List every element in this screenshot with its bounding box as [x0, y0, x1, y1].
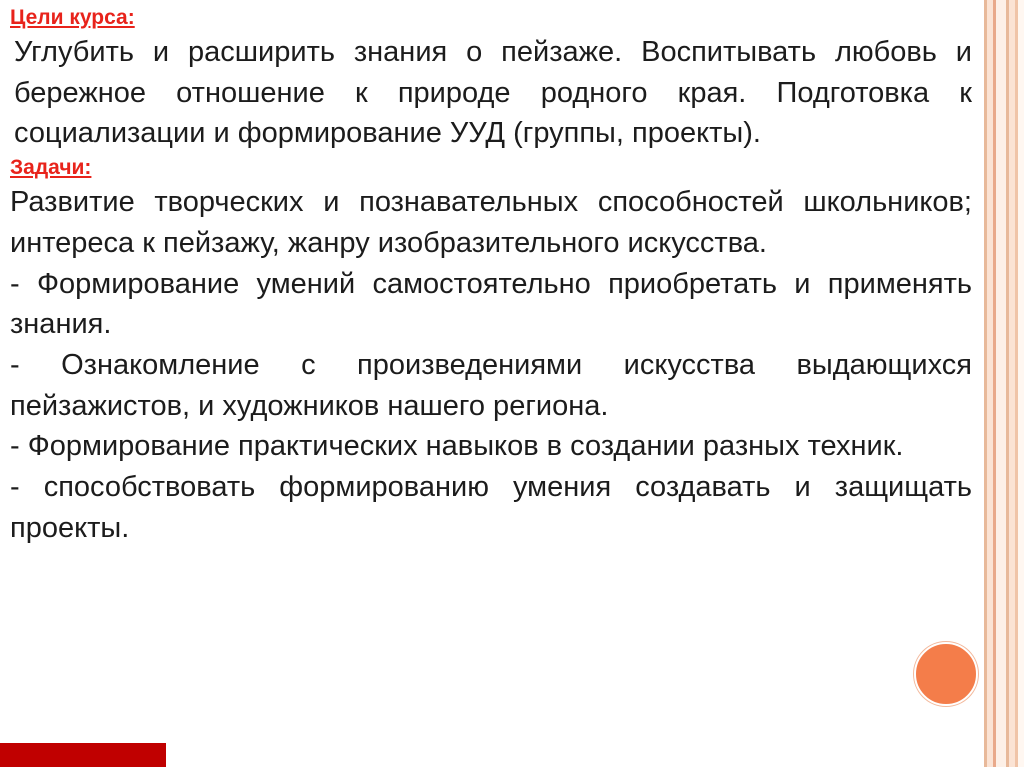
goals-heading: Цели курса:: [10, 6, 135, 29]
goals-text: Углубить и расширить знания о пейзаже. Воспитывать любовь и бережное отношение к природе родного края. Подготовка к социализации и формирование УУД (группы, проекты).: [14, 36, 972, 150]
tasks-heading: Задачи:: [10, 156, 92, 180]
task-item: - способствовать формированию умения создавать и защищать проекты.: [10, 471, 972, 544]
task-item: - Ознакомление с произведениями искусства выдающихся пейзажистов, и художников нашего региона.: [10, 348, 972, 422]
task-item: - Формирование практических навыков в создании разных техник.: [10, 430, 904, 463]
decorative-circle-icon: [914, 642, 978, 706]
decorative-stripes: [984, 0, 1024, 767]
stripe: [996, 0, 1006, 767]
task-item: - Формирование умений самостоятельно приобретать и применять знания.: [10, 267, 972, 341]
slide-content: [10, 4, 972, 548]
task-item: Развитие творческих и познавательных способностей школьников; интереса к пейзажу, жанру изобразительного искусства.: [10, 186, 972, 259]
decorative-bottom-bar: [0, 743, 166, 767]
stripe: [1018, 0, 1024, 767]
